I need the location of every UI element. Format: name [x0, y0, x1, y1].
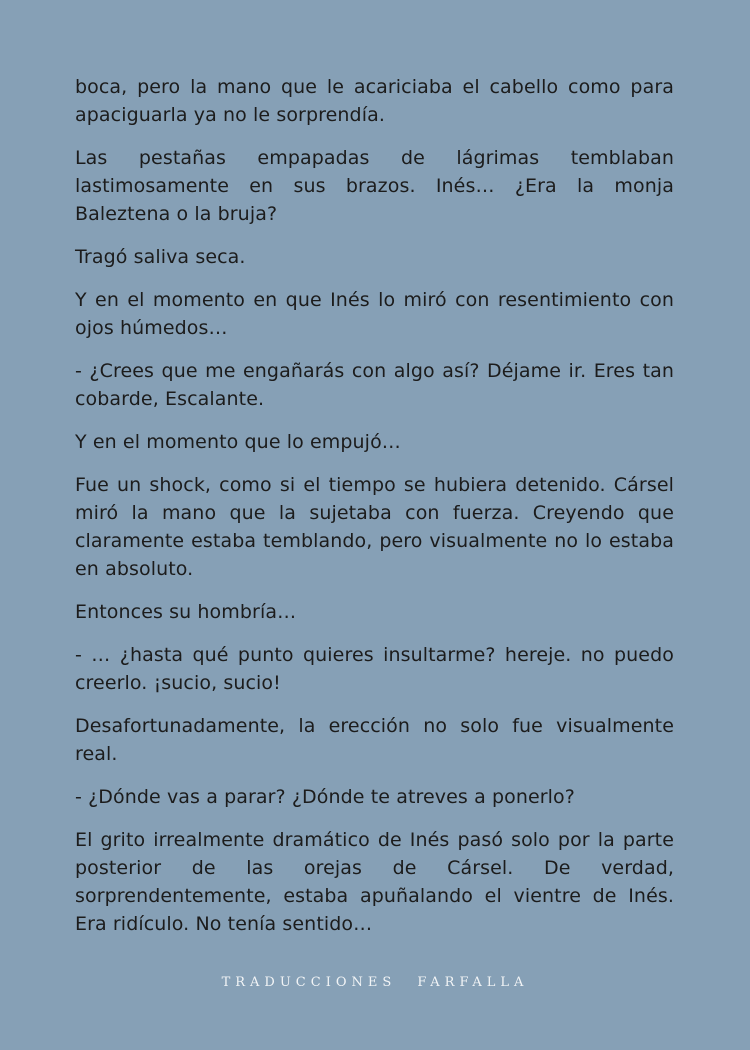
footer-credit: TRADUCCIONES FARFALLA [221, 975, 529, 990]
paragraph: El grito irrealmente dramático de Inés pasó solo por la parte posterior de las orejas de Cársel. De verdad, sorprendentemente, estaba apuñalando el vientre de Inés. Era ridículo. No tenía sentido… [75, 829, 674, 935]
paragraph: - … ¿hasta qué punto quieres insultarme? hereje. no puedo creerlo. ¡sucio, sucio! [75, 644, 674, 694]
paragraph: Las pestañas empapadas de lágrimas temblaban lastimosamente en sus brazos. Inés… ¿Era la monja Baleztena o la bruja? [75, 147, 674, 225]
paragraph: - ¿Crees que me engañarás con algo así? Déjame ir. Eres tan cobarde, Escalante. [75, 360, 674, 410]
paragraph: Tragó saliva seca. [75, 246, 246, 268]
text-body [75, 73, 674, 953]
paragraph: boca, pero la mano que le acariciaba el cabello como para apaciguarla ya no le sorprendía. [75, 76, 674, 126]
paragraph: Desafortunadamente, la erección no solo fue visualmente real. [75, 715, 674, 765]
paragraph: Fue un shock, como si el tiempo se hubiera detenido. Cársel miró la mano que la sujetaba con fuerza. Creyendo que claramente estaba temblando, pero visualmente no lo estaba en absoluto. [75, 474, 674, 580]
paragraph: Y en el momento que lo empujó… [75, 431, 401, 453]
paragraph: - ¿Dónde vas a parar? ¿Dónde te atreves a ponerlo? [75, 786, 575, 808]
paragraph: Entonces su hombría… [75, 601, 297, 623]
paragraph: Y en el momento en que Inés lo miró con resentimiento con ojos húmedos… [75, 289, 674, 339]
